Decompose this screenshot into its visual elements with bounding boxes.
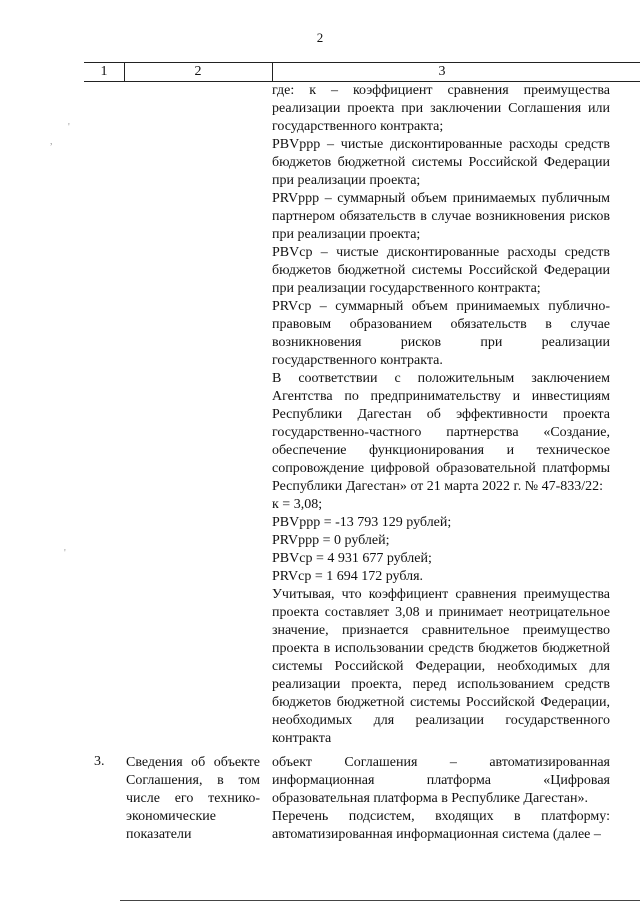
bottom-border	[120, 900, 640, 901]
scan-speck: ,	[50, 136, 53, 147]
paragraph: объект Соглашения – автоматизированная информационная платформа «Цифровая образовательная платформа в Республике Дагестан».	[272, 755, 610, 806]
row-3-title	[126, 754, 260, 844]
page-number: 2	[316, 30, 324, 45]
paragraph: В соответствии с положительным заключением Агентства по предпринимательству и инвестициям Республики Дагестан об эффективности проекта государственно-частного партнерства «Создание, обеспечение функционирования и техническое сопровождение цифровой образовательной платформы Республики Дагестан» от 21 марта 2022 г. № 47-833/22:	[272, 371, 610, 494]
header-col-1: 1	[100, 64, 108, 79]
paragraph: где: к – коэффициент сравнения преимущества реализации проекта при заключении Соглашения или государственного контракта;	[272, 83, 610, 134]
paragraph: PBVcp – чистые дисконтированные расходы средств бюджетов бюджетной системы Российской Федерации при реализации государственного контракта;	[272, 245, 610, 296]
paragraph: PRVppp – суммарный объем принимаемых публичным партнером обязательств в случае возникновения рисков при реализации проекта;	[272, 191, 610, 242]
formula-line: PBVppp = -13 793 129 рублей;	[272, 515, 452, 530]
paragraph: PBVppp – чистые дисконтированные расходы средств бюджетов бюджетной системы Российской Федерации при реализации проекта;	[272, 137, 610, 188]
paragraph: Перечень подсистем, входящих в платформу: автоматизированная информационная система (далее –	[272, 809, 610, 842]
section-2-content	[272, 82, 610, 748]
header-col-3: 3	[438, 64, 446, 79]
scan-speck: '	[64, 548, 66, 559]
table-header-row	[84, 62, 640, 82]
row-number: 3.	[94, 754, 105, 769]
header-col-2: 2	[194, 64, 202, 79]
row-title-text: Сведения об объекте Соглашения, в том числе его технико-экономические показатели	[126, 755, 260, 842]
formula-line: PBVcp = 4 931 677 рублей;	[272, 551, 432, 566]
paragraph: PRVcp – суммарный объем принимаемых публично-правовым образованием обязательств в случае возникновения рисков при реализации государственного контракта.	[272, 299, 610, 368]
formula-line: PRVcp = 1 694 172 рубля.	[272, 569, 424, 584]
paragraph: Учитывая, что коэффициент сравнения преимущества проекта составляет 3,08 и принимает неотрицательное значение, признается сравнительное преимущество проекта в использовании средств бюджетов бюджетной системы Российской Федерации, необходимых для реализации проекта, перед использованием средств бюджетов бюджетной системы Российской Федерации, необходимых для реализации государственного контракта	[272, 587, 610, 746]
scan-speck: '	[68, 122, 70, 133]
formula-line: PRVppp = 0 рублей;	[272, 533, 390, 548]
formula-line: к = 3,08;	[272, 497, 323, 512]
row-3-content	[272, 754, 610, 844]
